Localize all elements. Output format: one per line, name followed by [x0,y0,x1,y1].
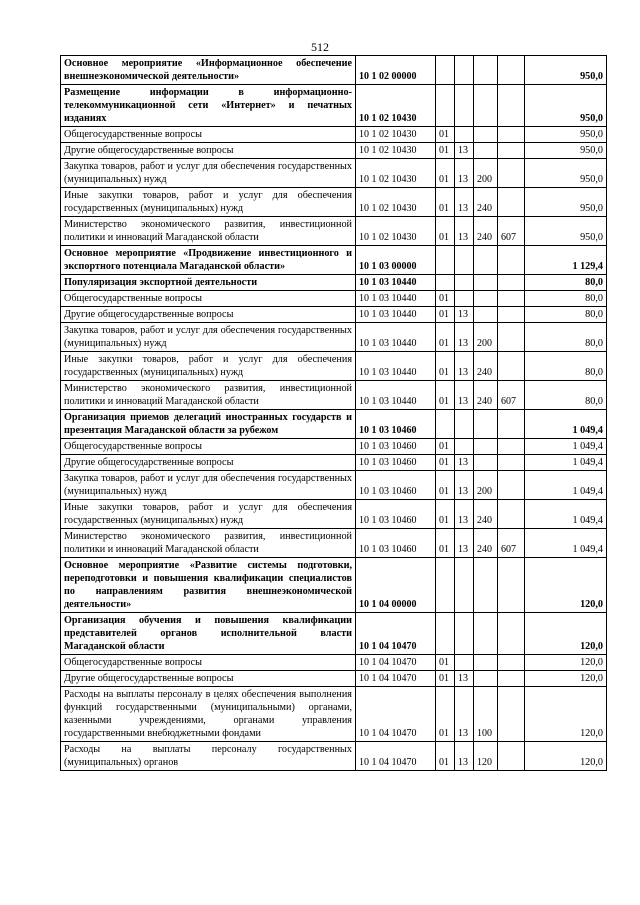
row-sum-cell: 950,0 [525,85,607,127]
row-name-cell: Размещение информации в информационно-телекоммуникационной сети «Интернет» и печатных изданиях [61,85,356,127]
row-grbs-cell [498,687,525,742]
row-expense-type-cell [474,439,498,455]
row-code-cell: 10 1 04 10470 [356,655,436,671]
row-section-cell: 01 [436,471,455,500]
row-sum-cell: 120,0 [525,558,607,613]
table-row [61,159,607,188]
row-section-cell: 01 [436,352,455,381]
table-row [61,352,607,381]
row-name-cell: Общегосударственные вопросы [61,291,356,307]
row-subsection-cell: 13 [455,500,474,529]
row-section-cell: 01 [436,188,455,217]
table-row [61,323,607,352]
row-section-cell: 01 [436,671,455,687]
row-subsection-cell [455,275,474,291]
row-grbs-cell [498,455,525,471]
row-section-cell: 01 [436,381,455,410]
row-sum-cell: 120,0 [525,742,607,771]
row-subsection-cell: 13 [455,159,474,188]
row-section-cell: 01 [436,455,455,471]
row-code-cell: 10 1 03 10460 [356,455,436,471]
row-subsection-cell: 13 [455,529,474,558]
row-section-cell: 01 [436,687,455,742]
table-row [61,529,607,558]
row-name-cell: Закупка товаров, работ и услуг для обеспечения государственных (муниципальных) нужд [61,471,356,500]
row-subsection-cell [455,410,474,439]
row-section-cell [436,613,455,655]
row-section-cell: 01 [436,159,455,188]
row-sum-cell: 80,0 [525,291,607,307]
row-code-cell: 10 1 02 10430 [356,217,436,246]
row-code-cell: 10 1 02 10430 [356,127,436,143]
row-name-cell: Министерство экономического развития, инвестиционной политики и инноваций Магаданской области [61,217,356,246]
row-section-cell: 01 [436,127,455,143]
row-grbs-cell [498,352,525,381]
row-code-cell: 10 1 03 10440 [356,307,436,323]
row-grbs-cell [498,291,525,307]
row-subsection-cell [455,613,474,655]
row-name-cell: Расходы на выплаты персоналу государственных (муниципальных) органов [61,742,356,771]
row-section-cell: 01 [436,500,455,529]
table-row [61,455,607,471]
table-row [61,671,607,687]
row-code-cell: 10 1 03 10460 [356,500,436,529]
row-sum-cell: 1 049,4 [525,500,607,529]
row-grbs-cell: 607 [498,529,525,558]
row-grbs-cell [498,410,525,439]
row-code-cell: 10 1 03 10440 [356,291,436,307]
row-subsection-cell: 13 [455,323,474,352]
row-subsection-cell: 13 [455,143,474,159]
table-row [61,381,607,410]
row-name-cell: Другие общегосударственные вопросы [61,455,356,471]
row-section-cell: 01 [436,655,455,671]
row-code-cell: 10 1 04 10470 [356,687,436,742]
row-expense-type-cell: 240 [474,188,498,217]
row-expense-type-cell [474,455,498,471]
row-expense-type-cell: 200 [474,471,498,500]
budget-table [60,55,607,771]
table-row [61,307,607,323]
row-sum-cell: 1 049,4 [525,439,607,455]
row-section-cell [436,558,455,613]
table-row [61,558,607,613]
row-expense-type-cell [474,85,498,127]
row-name-cell: Общегосударственные вопросы [61,655,356,671]
table-row [61,687,607,742]
row-section-cell: 01 [436,742,455,771]
row-sum-cell: 950,0 [525,188,607,217]
row-grbs-cell [498,188,525,217]
row-code-cell: 10 1 02 10430 [356,143,436,159]
row-subsection-cell [455,56,474,85]
row-grbs-cell [498,671,525,687]
row-expense-type-cell [474,671,498,687]
row-grbs-cell [498,159,525,188]
row-grbs-cell [498,500,525,529]
row-sum-cell: 1 129,4 [525,246,607,275]
row-code-cell: 10 1 02 00000 [356,56,436,85]
row-section-cell [436,246,455,275]
row-sum-cell: 950,0 [525,127,607,143]
row-grbs-cell [498,323,525,352]
row-expense-type-cell: 200 [474,159,498,188]
row-code-cell: 10 1 02 10430 [356,85,436,127]
row-subsection-cell: 13 [455,455,474,471]
row-subsection-cell [455,439,474,455]
row-name-cell: Общегосударственные вопросы [61,127,356,143]
row-code-cell: 10 1 03 10460 [356,410,436,439]
row-expense-type-cell [474,56,498,85]
row-section-cell [436,56,455,85]
row-grbs-cell: 607 [498,381,525,410]
row-expense-type-cell [474,127,498,143]
row-name-cell: Иные закупки товаров, работ и услуг для обеспечения государственных (муниципальных) нужд [61,500,356,529]
row-name-cell: Организация приемов делегаций иностранных государств и презентация Магаданской области за рубежом [61,410,356,439]
row-sum-cell: 80,0 [525,352,607,381]
table-row [61,188,607,217]
row-expense-type-cell: 240 [474,529,498,558]
table-row [61,246,607,275]
row-sum-cell: 1 049,4 [525,529,607,558]
row-subsection-cell [455,655,474,671]
row-subsection-cell: 13 [455,471,474,500]
budget-table-body [61,56,607,771]
row-expense-type-cell [474,613,498,655]
row-sum-cell: 80,0 [525,307,607,323]
row-subsection-cell [455,558,474,613]
row-section-cell: 01 [436,439,455,455]
row-sum-cell: 120,0 [525,655,607,671]
table-row [61,500,607,529]
row-section-cell: 01 [436,143,455,159]
table-row [61,143,607,159]
row-subsection-cell: 13 [455,188,474,217]
row-name-cell: Иные закупки товаров, работ и услуг для обеспечения государственных (муниципальных) нужд [61,188,356,217]
row-subsection-cell [455,291,474,307]
row-grbs-cell [498,275,525,291]
row-code-cell: 10 1 04 10470 [356,671,436,687]
row-name-cell: Другие общегосударственные вопросы [61,671,356,687]
row-subsection-cell [455,85,474,127]
row-subsection-cell: 13 [455,671,474,687]
table-row [61,471,607,500]
row-subsection-cell: 13 [455,687,474,742]
row-code-cell: 10 1 03 00000 [356,246,436,275]
table-row [61,655,607,671]
row-sum-cell: 80,0 [525,275,607,291]
row-name-cell: Организация обучения и повышения квалификации представителей органов исполнительной власти Магаданской области [61,613,356,655]
row-subsection-cell: 13 [455,217,474,246]
row-name-cell: Другие общегосударственные вопросы [61,143,356,159]
row-grbs-cell [498,85,525,127]
row-sum-cell: 120,0 [525,613,607,655]
table-row [61,439,607,455]
row-grbs-cell [498,56,525,85]
row-code-cell: 10 1 03 10440 [356,352,436,381]
row-sum-cell: 950,0 [525,143,607,159]
row-sum-cell: 120,0 [525,671,607,687]
row-grbs-cell [498,471,525,500]
row-grbs-cell [498,742,525,771]
row-section-cell: 01 [436,307,455,323]
row-expense-type-cell: 240 [474,500,498,529]
row-expense-type-cell [474,558,498,613]
row-section-cell: 01 [436,323,455,352]
row-code-cell: 10 1 03 10460 [356,529,436,558]
row-name-cell: Расходы на выплаты персоналу в целях обеспечения выполнения функций государственными (муниципальными) органами, казенными учреждениями, органами управления государственными внебюджетными фондами [61,687,356,742]
row-expense-type-cell: 120 [474,742,498,771]
row-expense-type-cell: 240 [474,217,498,246]
row-subsection-cell: 13 [455,742,474,771]
row-subsection-cell: 13 [455,307,474,323]
row-expense-type-cell [474,246,498,275]
row-section-cell [436,275,455,291]
row-code-cell: 10 1 02 10430 [356,159,436,188]
row-subsection-cell: 13 [455,352,474,381]
row-sum-cell: 1 049,4 [525,410,607,439]
row-name-cell: Основное мероприятие «Продвижение инвестиционного и экспортного потенциала Магаданской области» [61,246,356,275]
row-sum-cell: 950,0 [525,159,607,188]
row-section-cell: 01 [436,291,455,307]
row-name-cell: Основное мероприятие «Информационное обеспечение внешнеэкономической деятельности» [61,56,356,85]
table-row [61,410,607,439]
table-row [61,85,607,127]
row-sum-cell: 1 049,4 [525,455,607,471]
table-row [61,613,607,655]
row-name-cell: Основное мероприятие «Развитие системы подготовки, переподготовки и повышения квалификации специалистов по направлениям развития внешнеэкономической деятельности» [61,558,356,613]
row-expense-type-cell [474,655,498,671]
row-grbs-cell [498,246,525,275]
row-section-cell: 01 [436,217,455,246]
table-row [61,56,607,85]
row-code-cell: 10 1 03 10460 [356,439,436,455]
row-section-cell [436,85,455,127]
row-sum-cell: 80,0 [525,381,607,410]
row-name-cell: Другие общегосударственные вопросы [61,307,356,323]
row-grbs-cell: 607 [498,217,525,246]
row-expense-type-cell: 240 [474,352,498,381]
table-row [61,291,607,307]
row-grbs-cell [498,307,525,323]
row-code-cell: 10 1 03 10440 [356,323,436,352]
row-sum-cell: 950,0 [525,217,607,246]
table-row [61,217,607,246]
row-grbs-cell [498,143,525,159]
row-code-cell: 10 1 04 00000 [356,558,436,613]
row-sum-cell: 80,0 [525,323,607,352]
row-subsection-cell [455,246,474,275]
row-expense-type-cell: 100 [474,687,498,742]
row-expense-type-cell: 200 [474,323,498,352]
table-row [61,127,607,143]
row-expense-type-cell [474,275,498,291]
row-sum-cell: 120,0 [525,687,607,742]
row-code-cell: 10 1 03 10460 [356,471,436,500]
row-code-cell: 10 1 02 10430 [356,188,436,217]
row-expense-type-cell [474,307,498,323]
row-grbs-cell [498,439,525,455]
row-subsection-cell [455,127,474,143]
row-subsection-cell: 13 [455,381,474,410]
table-row [61,742,607,771]
row-name-cell: Иные закупки товаров, работ и услуг для обеспечения государственных (муниципальных) нужд [61,352,356,381]
row-name-cell: Закупка товаров, работ и услуг для обеспечения государственных (муниципальных) нужд [61,159,356,188]
row-name-cell: Общегосударственные вопросы [61,439,356,455]
row-expense-type-cell [474,410,498,439]
row-name-cell: Министерство экономического развития, инвестиционной политики и инноваций Магаданской области [61,381,356,410]
row-name-cell: Закупка товаров, работ и услуг для обеспечения государственных (муниципальных) нужд [61,323,356,352]
row-grbs-cell [498,558,525,613]
row-grbs-cell [498,655,525,671]
row-name-cell: Популяризация экспортной деятельности [61,275,356,291]
row-name-cell: Министерство экономического развития, инвестиционной политики и инноваций Магаданской области [61,529,356,558]
row-section-cell: 01 [436,529,455,558]
row-expense-type-cell [474,143,498,159]
row-section-cell [436,410,455,439]
row-sum-cell: 1 049,4 [525,471,607,500]
row-code-cell: 10 1 03 10440 [356,275,436,291]
row-code-cell: 10 1 04 10470 [356,742,436,771]
row-grbs-cell [498,127,525,143]
row-expense-type-cell: 240 [474,381,498,410]
row-expense-type-cell [474,291,498,307]
page-number: 512 [311,40,329,54]
row-code-cell: 10 1 03 10440 [356,381,436,410]
row-code-cell: 10 1 04 10470 [356,613,436,655]
table-row [61,275,607,291]
row-grbs-cell [498,613,525,655]
row-sum-cell: 950,0 [525,56,607,85]
